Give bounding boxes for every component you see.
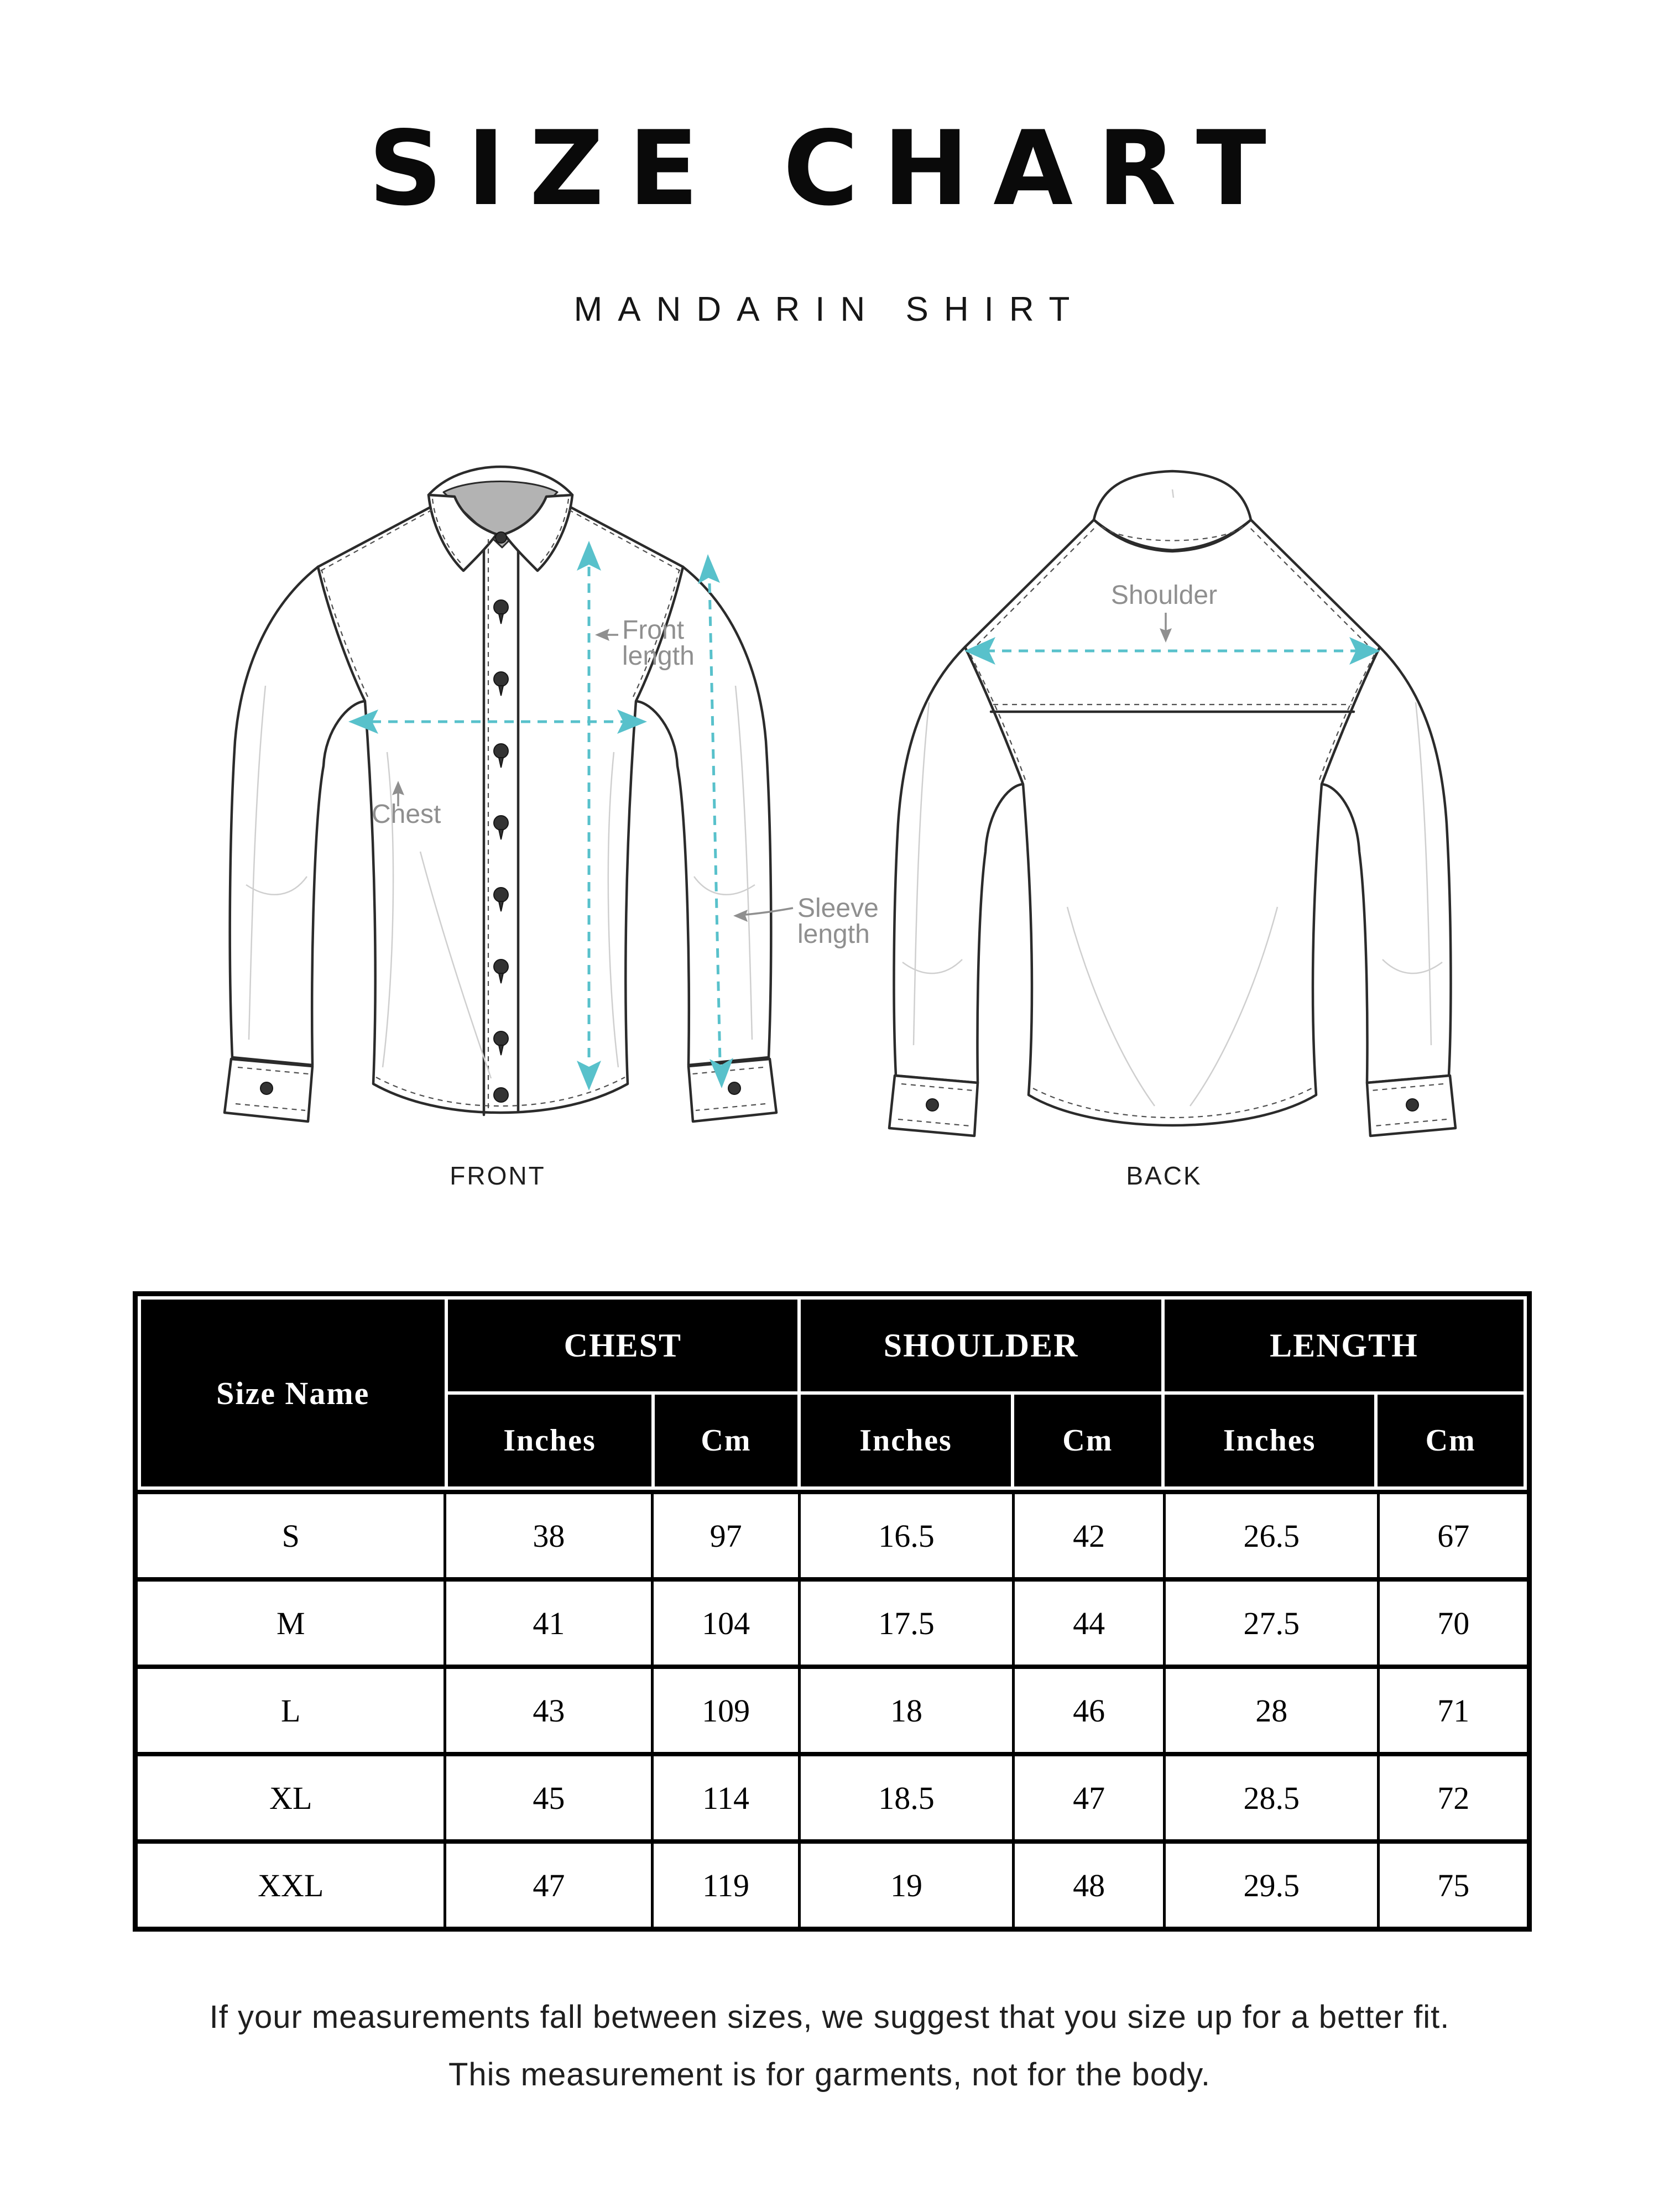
table-cell: 109 <box>654 1669 798 1752</box>
column-group-length: LENGTH <box>1165 1300 1524 1391</box>
table-cell: 27.5 <box>1166 1582 1377 1665</box>
column-header-length-inches: Inches <box>1165 1395 1374 1486</box>
table-cell: 47 <box>446 1844 651 1927</box>
table-cell: 70 <box>1380 1582 1527 1665</box>
front-length-label-line1: Front <box>622 615 685 645</box>
table-cell: 48 <box>1015 1844 1163 1927</box>
shirt-measurement-diagram <box>182 465 1477 1206</box>
column-header-shoulder-cm: Cm <box>1014 1395 1161 1486</box>
column-group-chest: CHEST <box>448 1300 797 1391</box>
page-title: SIZE CHART <box>368 108 1291 228</box>
sleeve-length-arrowhead-top <box>698 554 720 584</box>
table-cell: 42 <box>1015 1494 1163 1577</box>
fit-note <box>0 1989 1659 2104</box>
table-cell: 119 <box>654 1844 798 1927</box>
table-cell: 47 <box>1015 1756 1163 1839</box>
size-cell: L <box>138 1669 444 1752</box>
chest-label: Chest <box>372 800 441 829</box>
size-cell: XL <box>138 1756 444 1839</box>
table-cell: 72 <box>1380 1756 1527 1839</box>
size-cell: S <box>138 1494 444 1577</box>
table-cell: 18.5 <box>801 1756 1012 1839</box>
table-cell: 41 <box>446 1582 651 1665</box>
column-header-chest-inches: Inches <box>448 1395 651 1486</box>
column-group-shoulder: SHOULDER <box>801 1300 1161 1391</box>
table-cell: 38 <box>446 1494 651 1577</box>
back-caption: BACK <box>1126 1161 1202 1190</box>
shoulder-label: Shoulder <box>1110 581 1218 610</box>
table-cell: 67 <box>1380 1494 1527 1577</box>
table-cell: 28.5 <box>1166 1756 1377 1839</box>
table-cell: 44 <box>1015 1582 1163 1665</box>
sleeve-length-label-line1: Sleeve <box>797 894 879 923</box>
table-cell: 19 <box>801 1844 1012 1927</box>
table-cell: 104 <box>654 1582 798 1665</box>
fit-note-line1: If your measurements fall between sizes, we suggest that you size up for a better fit. <box>209 1999 1450 2035</box>
back-shirt-illustration <box>889 471 1455 1136</box>
front-length-label-line2: length <box>622 641 695 671</box>
table-cell: 45 <box>446 1756 651 1839</box>
table-cell: 71 <box>1380 1669 1527 1752</box>
table-cell: 17.5 <box>801 1582 1012 1665</box>
size-table <box>133 1291 1532 1932</box>
table-cell: 26.5 <box>1166 1494 1377 1577</box>
table-cell: 29.5 <box>1166 1844 1377 1927</box>
table-cell: 28 <box>1166 1669 1377 1752</box>
table-cell: 46 <box>1015 1669 1163 1752</box>
front-shirt-illustration <box>225 467 776 1121</box>
table-cell: 97 <box>654 1494 798 1577</box>
size-table-header <box>138 1296 1527 1490</box>
front-caption: FRONT <box>450 1161 546 1190</box>
page-subtitle: MANDARIN SHIRT <box>573 290 1086 328</box>
column-header-chest-cm: Cm <box>655 1395 798 1486</box>
fit-note-line2: This measurement is for garments, not for the body. <box>448 2057 1211 2093</box>
column-header-size-name: Size Name <box>141 1300 445 1486</box>
size-cell: M <box>138 1582 444 1665</box>
size-table-body <box>138 1490 1527 1927</box>
table-cell: 18 <box>801 1669 1012 1752</box>
back-body <box>965 520 1380 1125</box>
table-cell: 16.5 <box>801 1494 1012 1577</box>
table-cell: 75 <box>1380 1844 1527 1927</box>
sleeve-length-label-line2: length <box>797 920 870 949</box>
table-cell: 43 <box>446 1669 651 1752</box>
table-cell: 114 <box>654 1756 798 1839</box>
size-cell: XXL <box>138 1844 444 1927</box>
column-header-length-cm: Cm <box>1378 1395 1524 1486</box>
column-header-shoulder-inches: Inches <box>801 1395 1010 1486</box>
